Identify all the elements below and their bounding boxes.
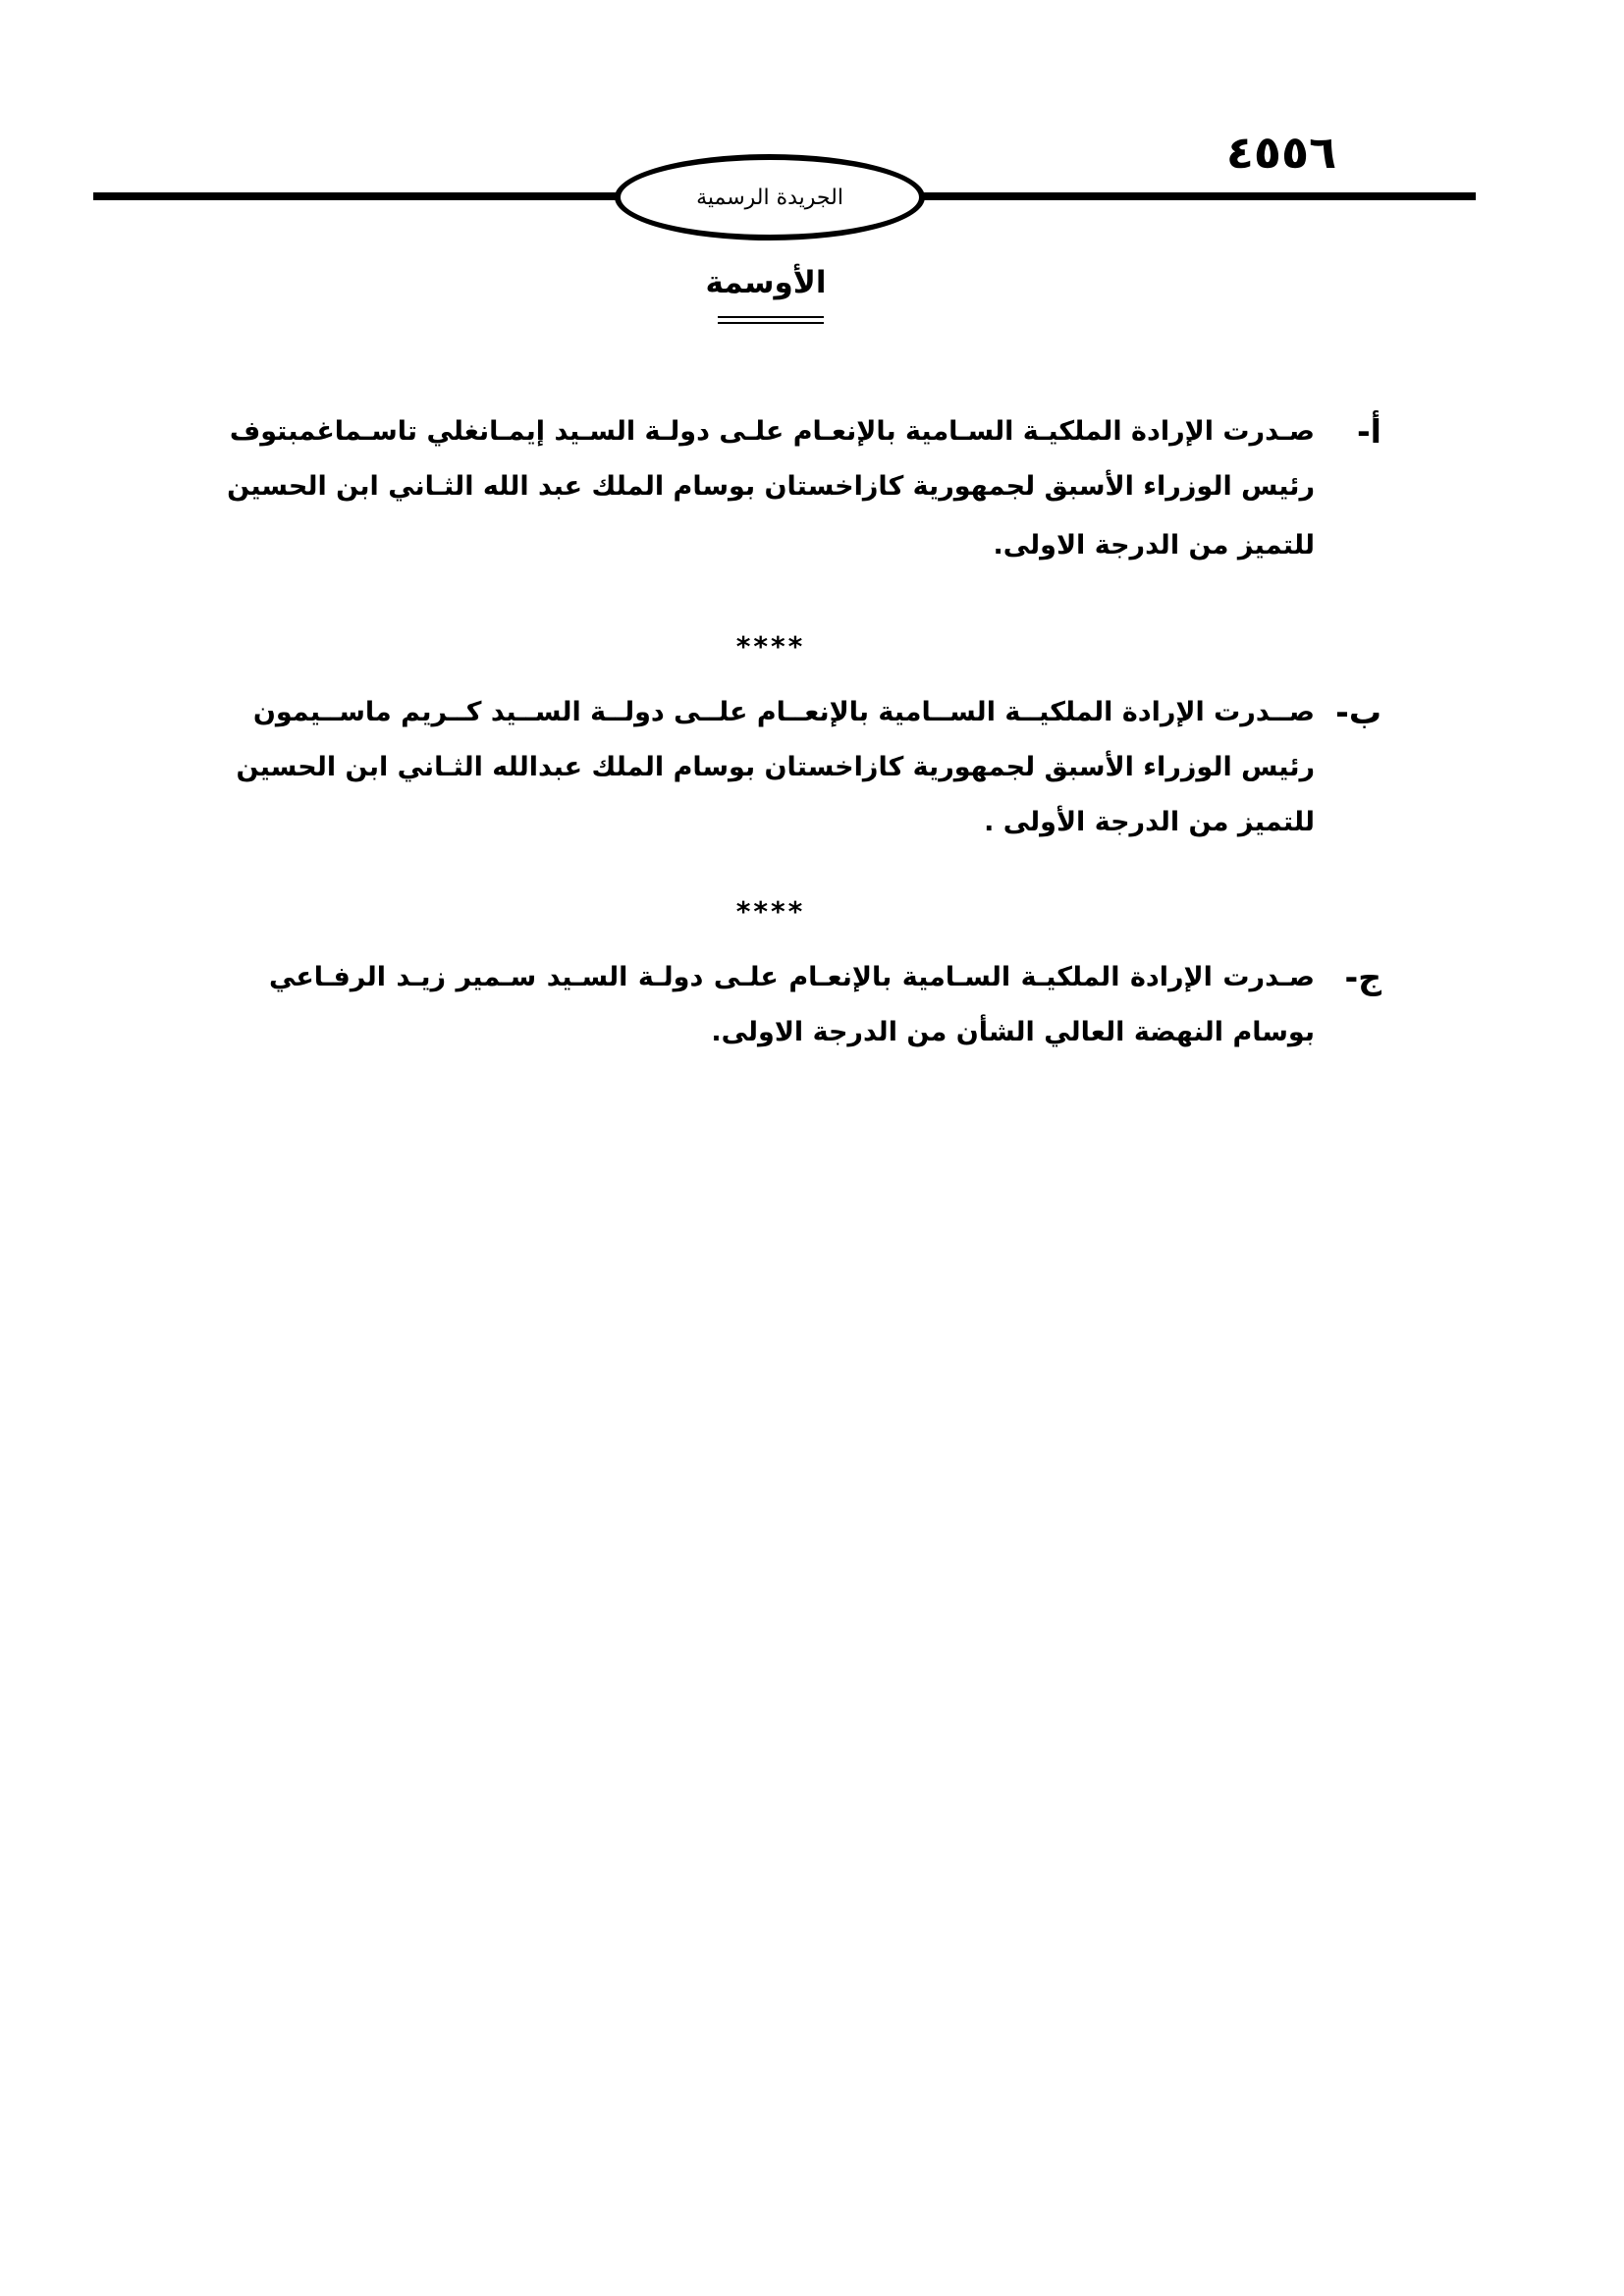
page-number: ٤٥٥٦ xyxy=(1225,126,1337,179)
decree-line: رئيس الوزراء الأسبق لجمهورية كازاخستان بوسام الملك عبد الله الثـاني ابن الحسين xyxy=(227,471,1315,502)
gazette-name: الجريدة الرسمية xyxy=(696,185,843,210)
decree-text xyxy=(227,404,1315,577)
decree-line: للتميز من الدرجة الاولى. xyxy=(993,530,1315,561)
section-title: الأوسمة xyxy=(705,265,827,300)
decree-letter: ب- xyxy=(1335,693,1381,731)
title-underline-double xyxy=(718,322,824,324)
decree-line: للتميز من الدرجة الأولى . xyxy=(984,807,1315,837)
decree-line: صــدرت الإرادة الملكيــة الســامية بالإنعــام علــى دولــة الســيد كــريم ماســيمون xyxy=(252,697,1315,727)
decree-item-c xyxy=(269,950,1381,1060)
decree-line: صـدرت الإرادة الملكيـة السـامية بالإنعـام علـى دولـة السـيد إيمـانغلي تاسـماغمبتوف xyxy=(229,416,1315,447)
separator: **** xyxy=(735,630,806,663)
gazette-name-oval xyxy=(615,154,925,240)
decree-item-b xyxy=(236,685,1381,850)
title-underline xyxy=(718,316,824,318)
decree-text xyxy=(269,950,1315,1060)
decree-letter: أ- xyxy=(1356,412,1381,451)
decree-item-a xyxy=(227,404,1381,577)
decree-text xyxy=(236,685,1315,850)
decree-line: بوسام النهضة العالي الشأن من الدرجة الاولى. xyxy=(711,1017,1315,1047)
decree-line: صـدرت الإرادة الملكيـة السـامية بالإنعـام علـى دولـة السـيد سـمير زيـد الرفـاعي xyxy=(269,962,1315,992)
separator: **** xyxy=(735,895,806,928)
decree-line: رئيس الوزراء الأسبق لجمهورية كازاخستان بوسام الملك عبدالله الثـاني ابن الحسين xyxy=(236,752,1315,782)
decree-letter: ج- xyxy=(1344,958,1381,996)
